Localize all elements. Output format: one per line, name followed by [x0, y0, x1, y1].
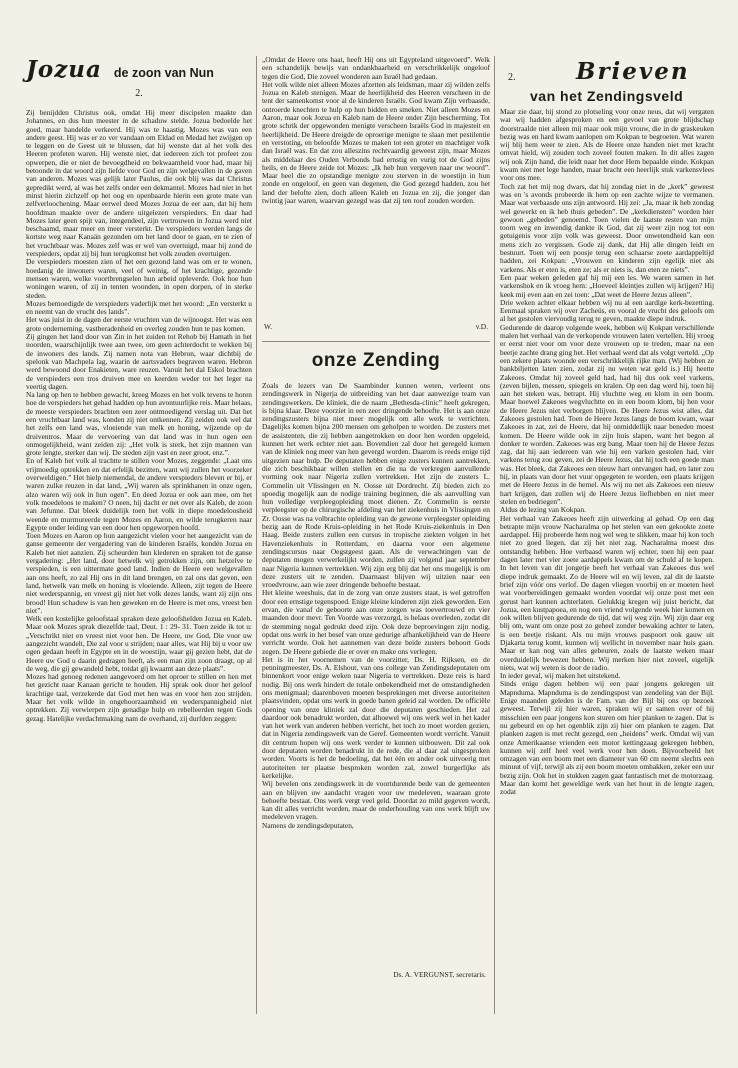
- article-jozua-subtitle: de zoon van Nun: [113, 66, 214, 80]
- article-paragraph: Wij bevelen ons zendingswerk in de voortdurende bede van de gemeenten aan en blijven uw aandacht vragen voor uw medeleven, waaraan grote behoefte bestaat. Ons werk vergt veel geld. Doordat zo mild gegeven wordt, kan dit alles verricht worden, maar de onderhouding van ons werk blijft uw medeleven vragen.: [262, 779, 490, 822]
- article-zending-title: onze Zending: [311, 350, 441, 371]
- article-jozua-title: Jozua: [26, 56, 102, 83]
- article-paragraph: „Omdat de Heere ons haat, heeft Hij ons uit Egypteland uitgevoerd”. Welk een schandelijk bewijs van ondankbaarheid en verschrikkelijk ongeloof tegen die God, Die zoveel wonderen aan Israël had gedaan.: [262, 56, 490, 81]
- signature-author: v.D.: [475, 322, 488, 331]
- article-jozua-header: [26, 56, 252, 86]
- article-brieven-body: [500, 108, 714, 1014]
- article-paragraph: Gedurende de daarop volgende week, hebben wij Kokpan verschillende malen het verhaal van de verkopende vrouwen laten vertellen. Hij vroeg er eerst niet voor om voor deze vrouwen op te treden, maar na een beetje zachte drang ging het. Het verhaal werd dat als volgt verteld. „Op een zekere plaats woonde een verschrikkelijk rijke man. (Wij hebben ze bankbiljetten laten zien, zodat zij nu weten wat geld is.) Hij heette Zakeoes. Omdat hij zoveel geld had, had hij dus ook veel varkens, (zeven bijlen, messen, spiegels en kralen. Op een dag werd hij, toen hij aan het steken was, betrapt. Hij vluchtte weg en klom in een boom. Maar hoewel Zakeoes wegvluchtte en in een boom klom, bij hen voor de Heere Jezus niet verborgen blijven. De Heere Jezus wist alles, dat Zakeoes gestolen had. Toen de Heere Jezus langs de boom kwam, waar Zakeoes in zat, zei de Heere, dat hij onmiddellijk naar beneden moest komen. De Heere wilde ook in zijn huis slapen, want het begon al donker te worden. Zakeoes was erg bang. Maar toen hij de Heere Jezus zag, dat hij aan iedereen van wie hij een varken gestolen had, vier varkens terug zou geven, zei de Heere Jezus, dat hij toch een goede man was. Het bleek, dat Zakeoes een nieuw hart ontvangen had, en later zou hij, in plaats van door het vuur opgegeten te worden, een plaats krijgen met de Heere Jezus in de hemel. Als wij nu net als Zakeoes een nieuw hart krijgen, dan zullen wij de Heere Jezus liefhebben en niet meer stelen en bedriegen”.: [500, 322, 714, 506]
- article-paragraph: Aldus de lezing van Kokpan.: [500, 505, 586, 515]
- article-paragraph: Een paar weken geleden gaf hij mij een les. We waren samen in het varkenshok en ik vroeg hem: „Hoeveel kleintjes zullen wij krijgen? Hij keek mij even aan en zei toen: „Dat weet de Heere Jezus alleen”.: [500, 272, 714, 299]
- article-paragraph: Het verhaal van Zakeoes heeft zijn uitwerking al gehad. Op een dag betrapte mijn vrouw Nacharalma op het stelen van een gekookte zoete aardappel. Hij probeerde hem nog wel weg te slikken, maar hij kon toch niet zo goed liegen, dat zij het niet zag. Nacharalma moest dus ontstandig hebben. Hoe verbaasd waren wij echter, toen hij een paar dagen later met vier zoete aardappels kwam om de schuld af te kopen. In het leven van dit jongetje heeft het verhaal van Zakeoes dus wel diepe indruk gemaakt. Zo de Heere wil en wij leven, zal dit de laatste brief zijn vóór ons verlof. De dagen vliegen voorbij en er moeten heel wat voorbereidingen gemaakt worden voordat wij onze post met een gerust hart kunnen achterlaten. Gelukkig kregen wij juist bericht, dat Jozua, een kustpapoea, en nog een vriend volgende week hier komen en ook willen blijven gedurende de tijd, dat wij weg zijn. Wij zijn daar erg blij om, want om onze post zo geheel zonder bewaking achter te laten, is een beetje riskant. Als nu mijn vrouws paspoort ook gauw uit Djakarta terug komt, kunnen wij wellicht in november naar huis gaan. Maar er kan nog van alles gebeuren, zoals de laatste weken maar overduidelijk bewezen hebben. Wij merken hier niet zoveel, eigelijk niets, wat wij weten is door de radio.: [500, 513, 714, 672]
- article-paragraph: De verspieders moesten zien of het een gezond land was om er te wonen, hoedanig de inwoners waren, veel of weinig, of het krachtige, gezonde mensen waren, welke voortbrengselen hun arbeid opleverde. Ook hoe hun woningen waren, of zij in tenten woonden, in open dorpen, of in sterke steden.: [26, 257, 252, 300]
- article-brieven: [500, 56, 714, 1014]
- article-paragraph: Het is in het voornemen van de voorzitter, Ds. H. Rijksen, en de penningmeester, Ds. A. Elshout, van ons college van Zendingsdeputaten om binnenkort voor enige weken naar Nigeria te vertrekken. Deze reis is hard nodig. Bij ons werk hindert de totale onbekendheid met de omstandigheden ons menigmaal; daarenboven moeten besprekingen met diverse autoriteiten plaatsvinden, opdat ons werk in goede banen geleid zal worden. De officiële opening van onze kliniek zal door die deputaten geschieden. Het zal daardoor ook benadrukt worden, dat alhoewel wij ons werk wel in het kader van het werk van anderen hebben verricht, het toch zo moet worden gezien, dat in Nigeria zendingswerk van de Geref. Gemeenten wordt verricht. Vanuit dit centrum hopen wij ons werk verder te kunnen uitbouwen. Dit zal ook door deputaten worden benadrukt in de rede, die al daar zal uitgesproken worden. Voorts is het de bedoeling, dat het één en ander ook uitvoerig met autoriteiten ter plaatse besproken worden zal, zowel burgerlijke als kerkelijke.: [262, 654, 490, 780]
- article-zending-signer: Ds. A. VERGUNST, secretaris.: [393, 970, 486, 979]
- column-divider-left: [256, 56, 257, 1014]
- article-paragraph: Zoals de lezers van De Saambinder kunnen weten, verleent ons zendingswerk in Nigerja de uitbreiding van het daar aanwezige team van zendingswerkers. De kliniek, die de naam „Bethesda-clinic” heeft gekregen, is bijna klaar. Deze voorziet in een zeer dringende behoefte. Het is aan onze zendingszusters bijna niet meer mogelijk om alle werk te verrichten. Dagelijks komen bijna 200 mensen om geholpen te worden. De zusters met de assistenten, die zij hebben aangetrokken en door hen worden opgeleid, kunnen het werk echter niet aan. Bovendien zal door het geregeld komen van de kliniek nog meer van hen gevergd worden. Daarom is reeds enige tijd uitgezien naar hulp. De deputaten hebben enige zusters kunnen aantrekken, die zich beschikbaar willen stellen en die na de verkregen aanvullende vorming ook naar Nigeria zullen vertrekken. Het zijn de zusters L. Commelin uit Vlissingen en N. Oosse uit Dordrecht. Zij bieden zich zo spoedig mogelijk aan de nodige training beginnen, die als aanvulling van hun volledige verpleegopleiding moet dienen. Zr. Commelin is eerste verpleegster op de chirurgische afdeling van het ziekenhuis in Vlissingen en Zr. Oosse was na volbrachte opleiding van de gewone verpleegster opleiding bezig aan de Rode Kruis-opleiding in het Rode Kruis-ziekenhuis in Den Haag. Beide zusters zullen een cursus in tropische ziekten volgen in het Havenziekenhuis in Rotterdam, en daarna voor een algemene zendingscursus naar Oegstgeest gaan. Als de verwachtingen van de deputaten mogen verwerkelijkt worden, zullen zij volgend jaar september naar Nigeria kunnen vertrekken. Wij zijn erg blij dat het ons mogelijk is om deze zusters uit te zenden. Daarnaast blijven wij uitzien naar een vroedvrouw, aan wie zeer dringende behoefte bestaat.: [262, 382, 490, 590]
- article-jozua-continuation: [262, 56, 490, 318]
- article-paragraph: Zij gingen het land door van Zin in het zuiden tot Rehob bij Hamath in het noorden, waarschijnlijk twee aan twee, om geen achterdocht te wekken bij de inwoners des lands. Zij namen nota van Hebron, waar dichtbij de spelonk van Machpela lag, waarin de aartsvaders begraven waren. Hebron werd bewoond door Enakieten, ware reuzen. Vanuit het dal Eskol brachten de verspieders een tros druiven mee en keerden weder tot het leger na veertig dagen.: [26, 332, 252, 391]
- article-paragraph: Welk een kostelijke geloofstaal spraken deze geloofshelden Jozua en Kaleb. Maar ook Mozes sprak diezelfde taal, Deut. 1 : 29- 31. Toen zeide ik tot u: „Verschrikt niet en vreest niet voor hen. De Heere, uw God, Die voor uw aangezicht wandelt, Die zal voor u strijden; naar alles, wat Hij bij u voor uw ogen gedaan heeft in Egypte en in de woestijn, waar gij gezien hebt, dat de Heere uw God u daarin gedragen heeft, als een man zijn zoon draagt, op al de weg, die gij gewandeld hebt, totdat gij kwaamt aan deze plaats”.: [26, 614, 252, 673]
- article-paragraph: Mozes bemoedigde de verspieders vaderlijk met het woord: „En versterkt u en neemt van de vrucht des lands”.: [26, 298, 252, 317]
- article-paragraph: Zij benijdden Christus ook, omdat Hij meer discipelen maakte dan Johannes, en dus hun meester in de schaduw stelde. Jozua bedoelde het goed, maar handelde verkeerd. Hij was te haastig. Mozes was van een andere geest. Hij was er zo ver vandaan om Eldad en Medad het zwijgen op te leggen en de Geest uit te blussen, dat hij wenste dat al het volk des Heeren profeten waren. Hij wenste niet, dat iedereen zich tot profeet zou opwerpen, die er niet de bevoegdheid en bekwaamheid voor had, maar hij betoonde in dat woord zijn liefde voor God en zijn welgevallen in de gaven van anderen. Mozes was gelijk later Paulus, die ook blij was dat Christus gepredikt werd, al was het zelfs onder een dekmantel. Mozes had niet in het minst hierin zichzelf op het oog en openbaarde hierin een grote mate van zelfverloochening. Maar eerwel deed Mozes Jozua de eer aan, dat hij hem hoofdman maakte over de andere uitgelezen verspieders. En daar had Mozes later geen spijt van, integendeel, zijn vertrouwen in Jozua werd niet beschaamd, maar meer en meer versterkt. De verspieders werden langs de kortste weg naar Kanaän gezonden om het land door te gaan, en te zien of het vruchtbaar was. Mozes zelf was er wel van overtuigd, maar hij zond de verspieders, opdat zij bij hun terugkomst het volk zouden overtuigen.: [26, 109, 252, 259]
- article-brieven-title: Brieven: [576, 58, 690, 85]
- article-brieven-part-number: 2.: [508, 72, 516, 83]
- article-jozua-part-number: 2.: [135, 88, 143, 99]
- article-paragraph: Mozes had genoeg redenen aangevoerd om het oproer te stillen en hen met het gezicht naar Kanaan gericht te houden. Hij sprak ook door het geloof krachtige taal, verzekerde dat God met hen was en voor hen zou strijden. Maar het volk wilde in ongehoorzaamheid en wederspannigheid niet optrekken. Zij verwierpen zijn genadige hulp en rebelleerden tegen Gods gezag. Hatelijke verdachtmaking nam de overhand, zij durfden zeggen:: [26, 672, 252, 723]
- article-paragraph: Maar zie daar, hij stond zo plotseling voor onze neus, dat wij vergaten wat wij hadden afgesproken en een gevoel van grote blijdschap doorstraalde niet alleen mij maar ook mijn vrouw, die in de graskeuken bezig was en hard kwam aanlopen om Kokpan te begroeten. Wat waren wij blij hem weer te zien. Als de Heere onze handen niet met kracht omvat hield, wij zouden toch zoveel fouten maken. In dit alles zagen wij ook Zijn hand, die leidt naar het door Hem bepaalde einde. Kokpan kwam niet met lege handen, maar bracht een heerlijk stuk varkensvlees voor ons mee.: [500, 108, 714, 183]
- section-divider: [262, 341, 490, 342]
- article-paragraph: Toch zat het mij nog dwars, dat hij zondag niet in de „kerk” geweest was en 's avonds probeerde ik hem op een zachte wijze te vermanen. Maar wat verbaasde ons zijn antwoord. Hij zei: „Ja, maar ik heb zondag wel gewerkt en ik heb thuis gebeden”. De „kerkdiensten” worden hier gewoon „gebeden” genoemd. Toen vielen de laatste resten van mijn toorn weg en inwendig dankte ik God, dat zij weer zijn nog tot een getuigenis voor zijn volk was geweest. Door onwetendheid kan een mens zich zo vergissen. Gode zij dank, dat Hij alle dingen leidt en bestuurt. Toen wij een poosje terug een schaarse zoete aardappeltijd hadden, zei Kokpan: „Vrouwen en kinderen zijn egelijk niet als varkens. Als er eten is, eten ze; als er niets is, dan eten ze niets”.: [500, 181, 714, 274]
- article-brieven-subtitle: van het Zendingsveld: [530, 88, 684, 104]
- article-jozua-signature: [262, 322, 490, 331]
- article-jozua-body: [26, 109, 252, 1021]
- article-paragraph: Het volk wilde niet alleen Mozes afzetten als leidsman, maar zij wilden zelfs Jozua en Kaleb stenigen. Maar de heerlijkheid des Heeren verscheen in de tent der samenkomst voor al de kinderen Israëls. God kwam Zijn verbaasde, ontroerde knechten te hulp op hun bidden en smeken. Niet alleen Mozes en Aaron, maar ook Jozua en Kaleb nam de Heere onder Zijn bescherming. Tot grote schrik der opgewonden menigte verscheen Israëls God in majesteit en heerlijkheid. De Heere dreigde de oproerige menigte te slaan met pestilentie en verstoting, en beloofde Mozes te maken tot een groter en machtiger volk dan Israël was. En dat zou alleszins rechtvaardig geweest zijn, maar Mozes als middelaar des Ouden Verbonds bad ernstig en vurig tot de God zijns heils, en de Heere zeide tot Mozes: „Ik heb hun vergeven naar uw woord”. Maar heel die zo opstandige menigte zou sterven in de woestijn in hun zonde en ongeloof, en geen van degenen, die God gezegd hadden, zou het land der belofte zien, doch alleen Kaleb en Jozua en zij, die jonger dan twintig jaar waren, waarvan gezegd was dat zij ten roof zouden worden.: [262, 79, 490, 206]
- middle-column: [262, 56, 490, 979]
- article-paragraph: Sinds enige dagen hebben wij een paar jongens gekregen uit Mapnduma. Mapnduma is de zendingspost van zendeling van der Bijl. Enige maanden geleden is de Fam. van der Bijl bij ons op bezoek geweest. Terwijl zij hier waren, spraken wij er samen over of hij misschien een paar jongens kon sturen om hier planken te zagen. Dat is nu gebeurd en op het ogenblik zijn zij hier om planken te zagen. Dat planken zagen is met recht gezegd, een „heidens” werk. Omdat wij van onze Amerikaanse vrienden een motor kettingzaag gekregen hebben, kunnen wij zelf heel veel werk voor hen doen. Bijvoorbeeld het omzagen van een boom met een diameter van 60 cm neemt slechts een minuut of vijf, terwijl als zij een boom moeten omhakken, zeker een uur bezig zijn. Ook het in stukken zagen gaat fantastisch met de motorzaag. Maar dan komt het geweldige werk van het hout in de lengte zagen, zodat: [500, 679, 714, 797]
- article-paragraph: Toen Mozes en Aaron op hun aangezicht vielen voor het aangezicht van de ganse gemeente der vergadering van de kinderen Israëls, kondén Jozua en Kaleb het niet aanzien. Zij scheurden hun klederen en spraken tot de ganse vergadering: „Het land, door hetwelk wij getrokken zijn, om hetzelve te verspieden, is een uittermate goed land. Indien de Heere een welgevallen aan ons heeft, zo zal Hij ons in dit land brengen, en zal ons dat geven, een land, hetwelk van melk en honing is vloeiende. Alleen, zijt tegen de Heere niet wederspannig, en vreest gij niet het volk dezes lands, want zij zijn ons brood! Hun schaduw is van hen geweken en de Heere is met ons, vreest hen niet”.: [26, 531, 252, 615]
- article-paragraph: In ieder geval, wij maken het uitstekend.: [500, 671, 621, 681]
- article-paragraph: En of Kaleb het volk al trachtte te stillen voor Mozes, zeggende: „Laat ons vrijmoedig optrekken en dat erfelijk bezitten, want wij zullen het voorzeker overweldigen.” Het hielp niemendal, de andere verspieders bleven er bij, er waren zulke reuzen in dat land, „Wij waren als sprinkhanen in onze ogen, alzo waren wij ook in hun ogen”. En deed Jozua er ook aan mee, om het volk moedeloos te maken? O neen, hij dacht er net over als Kaleb, de zoon van Jefunne. Dat bleek duidelijk toen het volk in diepe moedeloosheid weende en murmureerde tegen Mozes en Aaron, en wilde terugkeren naar Egypte onder leiding van een door hen opgeworpen hoofd.: [26, 456, 252, 532]
- signature-initial: W.: [264, 322, 273, 331]
- article-jozua: [26, 56, 252, 1021]
- article-brieven-header: [500, 56, 714, 108]
- article-zending-body: [262, 382, 490, 966]
- article-paragraph: Na lang op hen te hebben gewacht, kreeg Mozes en het volk tevens te horen hoe de verspieders het gehad hadden op hun avontuurlijke reis. Maar helaas, de meeste verspieders brachten een zeer ontmoedigend verslag uit. Dat het een vruchtbaar land was, konden zij niet ontkennen. Zij zeiden ook wel dat het zelfs een land was, vloeiende van melk en honing, wijzende op de druiventros. Maar de vervoering van dat land was in hun ogen een onmogelijkheid, want zeiden zij: „Het volk is sterk, het zijn mannen van grote lengte, sterker dan wij. De steden zijn vast en zeer groot, enz.”.: [26, 390, 252, 458]
- article-paragraph: Het kleine weeshuis, dat in de zorg van onze zusters staat, is wel getroffen door een ernstige tegenspoed. Enige kleine kinderen zijn ziek geworden. Een ervan, die vanaf de geboorte aan onze zorgen was toevertrouwd en vier maanden door mevr. Ten Voorde was verzorgd, is helaas overleden, zodat dit de stemming nogal gedrukt deed zijn. Ook deze beproevingen zijn nodig, opdat ons werk in het besef van onze gedurige afhankelijkheid van de Heere verricht worde. Ook het aannemen van deze beide zusters behoort Gods zegen. De Heere gebiede die er over en make ons verlegen.: [262, 588, 490, 656]
- article-paragraph: Namens de zendingsdeputaten,: [262, 820, 354, 830]
- article-paragraph: Drie weken achter elkaar hebben wij nu al een aardige kerk-bezetting. Eenmaal spraken wij over Zacheüs, en vooral de vrucht des geloofs om al het gestolen viervoudig terug te geven, maakte diepe indruk.: [500, 297, 714, 324]
- column-divider-right: [494, 56, 495, 1014]
- article-paragraph: Het was juist in de dagen der eerste vruchten van de wijnoogst. Het was een grote onderneming, vastberadenheid en overleg zouden hun te pas komen.: [26, 315, 252, 333]
